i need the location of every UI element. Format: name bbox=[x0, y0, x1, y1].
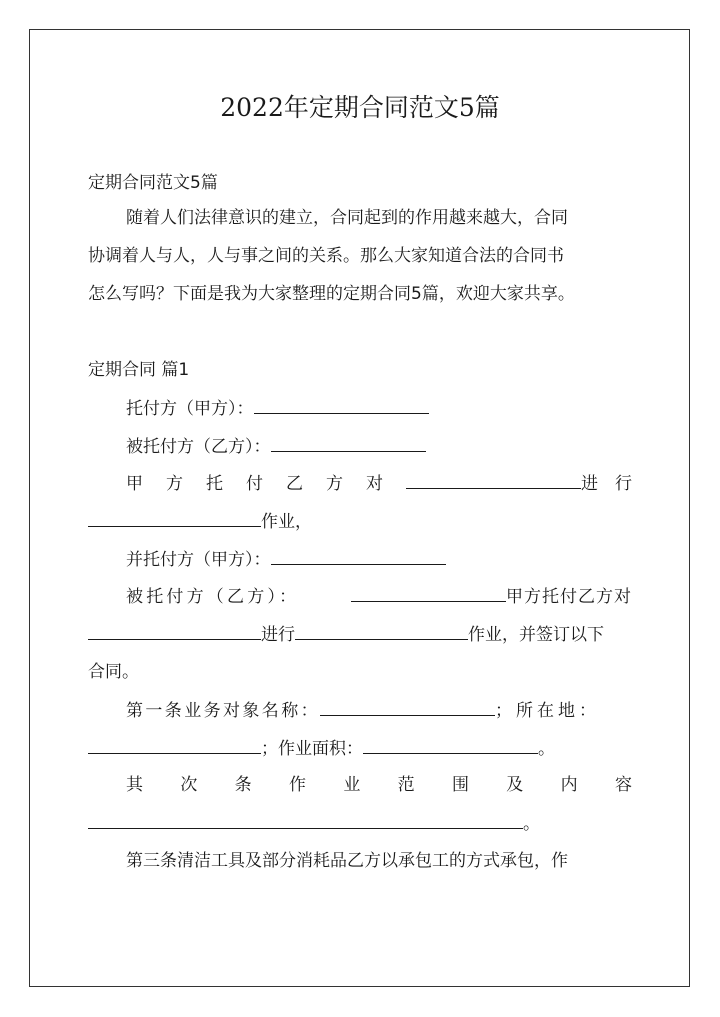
section-heading: 定期合同 篇1 bbox=[88, 360, 190, 380]
area-end: 。 bbox=[538, 739, 555, 759]
object-name-blank[interactable] bbox=[320, 697, 495, 716]
article-1-label: 第一条业务对象名称： bbox=[126, 701, 320, 721]
char: 次 bbox=[180, 775, 198, 795]
client-line bbox=[126, 395, 632, 421]
and-client-label: 并托付方（甲方）： bbox=[126, 550, 271, 570]
char: 其 bbox=[126, 775, 143, 795]
intro-line-1: 随着人们法律意识的建立，合同起到的作用越来越大，合同 bbox=[126, 208, 568, 228]
clause-line-3-end: 进 行 bbox=[581, 474, 632, 494]
char: 容 bbox=[614, 775, 632, 795]
location-blank[interactable] bbox=[88, 735, 261, 754]
char: 方 bbox=[166, 474, 183, 494]
intro-line-2: 协调着人与人，人与事之间的关系。那么大家知道合法的合同书 bbox=[88, 246, 564, 266]
char: 业 bbox=[343, 775, 361, 795]
article-1-line bbox=[126, 697, 632, 723]
clause-line-6 bbox=[126, 583, 632, 609]
char: 围 bbox=[451, 775, 469, 795]
clause-6-blank[interactable] bbox=[351, 583, 506, 602]
contractor-line bbox=[126, 433, 632, 459]
char: 范 bbox=[397, 775, 415, 795]
area-label: ；作业面积： bbox=[261, 739, 363, 759]
intro-line-3: 怎么写吗？下面是我为大家整理的定期合同5篇，欢迎大家共享。 bbox=[88, 284, 575, 304]
clause-line-6-start: 被托付方（乙方）： bbox=[126, 587, 300, 607]
char: 乙 bbox=[286, 474, 303, 494]
char: 付 bbox=[246, 474, 263, 494]
char: 甲 bbox=[126, 474, 143, 494]
area-blank[interactable] bbox=[363, 735, 538, 754]
location-label: ；所在地： bbox=[495, 701, 600, 721]
clause-line-8: 合同。 bbox=[88, 662, 139, 682]
char: 条 bbox=[234, 775, 252, 795]
client-label: 托付方（甲方）： bbox=[126, 399, 254, 419]
article-2-line bbox=[126, 772, 632, 798]
char: 作 bbox=[288, 775, 306, 795]
clause-7-blank-2[interactable] bbox=[295, 621, 468, 640]
contractor-label: 被托付方（乙方）： bbox=[126, 437, 271, 457]
scope-end: 。 bbox=[523, 814, 540, 834]
clause-line-7-end: 作业，并签订以下 bbox=[468, 625, 604, 645]
clause-line-7-mid: 进行 bbox=[261, 625, 295, 645]
contractor-blank[interactable] bbox=[271, 433, 426, 452]
subtitle: 定期合同范文5篇 bbox=[88, 173, 218, 193]
work-text: 作业， bbox=[261, 512, 312, 532]
object-blank[interactable] bbox=[406, 470, 581, 489]
document-title: 2022年定期合同范文5篇 bbox=[220, 93, 500, 122]
char: 方 bbox=[326, 474, 343, 494]
clause-line-3 bbox=[126, 470, 632, 496]
article-3-line: 第三条清洁工具及部分消耗品乙方以承包工的方式承包，作 bbox=[126, 851, 568, 871]
work-blank[interactable] bbox=[88, 508, 261, 527]
client-blank[interactable] bbox=[254, 395, 429, 414]
clause-7-blank-1[interactable] bbox=[88, 621, 261, 640]
clause-line-7 bbox=[88, 621, 632, 647]
clause-line-4 bbox=[88, 508, 632, 534]
char: 托 bbox=[206, 474, 223, 494]
clause-line-6-end: 甲方托付乙方对 bbox=[506, 587, 632, 607]
scope-blank[interactable] bbox=[88, 810, 523, 829]
article-1-line-2 bbox=[88, 735, 632, 761]
article-2-line-2 bbox=[88, 810, 632, 836]
and-client-blank[interactable] bbox=[271, 546, 446, 565]
char: 对 bbox=[366, 474, 383, 494]
char: 内 bbox=[560, 775, 578, 795]
char: 及 bbox=[506, 775, 524, 795]
and-client-line bbox=[126, 546, 632, 572]
